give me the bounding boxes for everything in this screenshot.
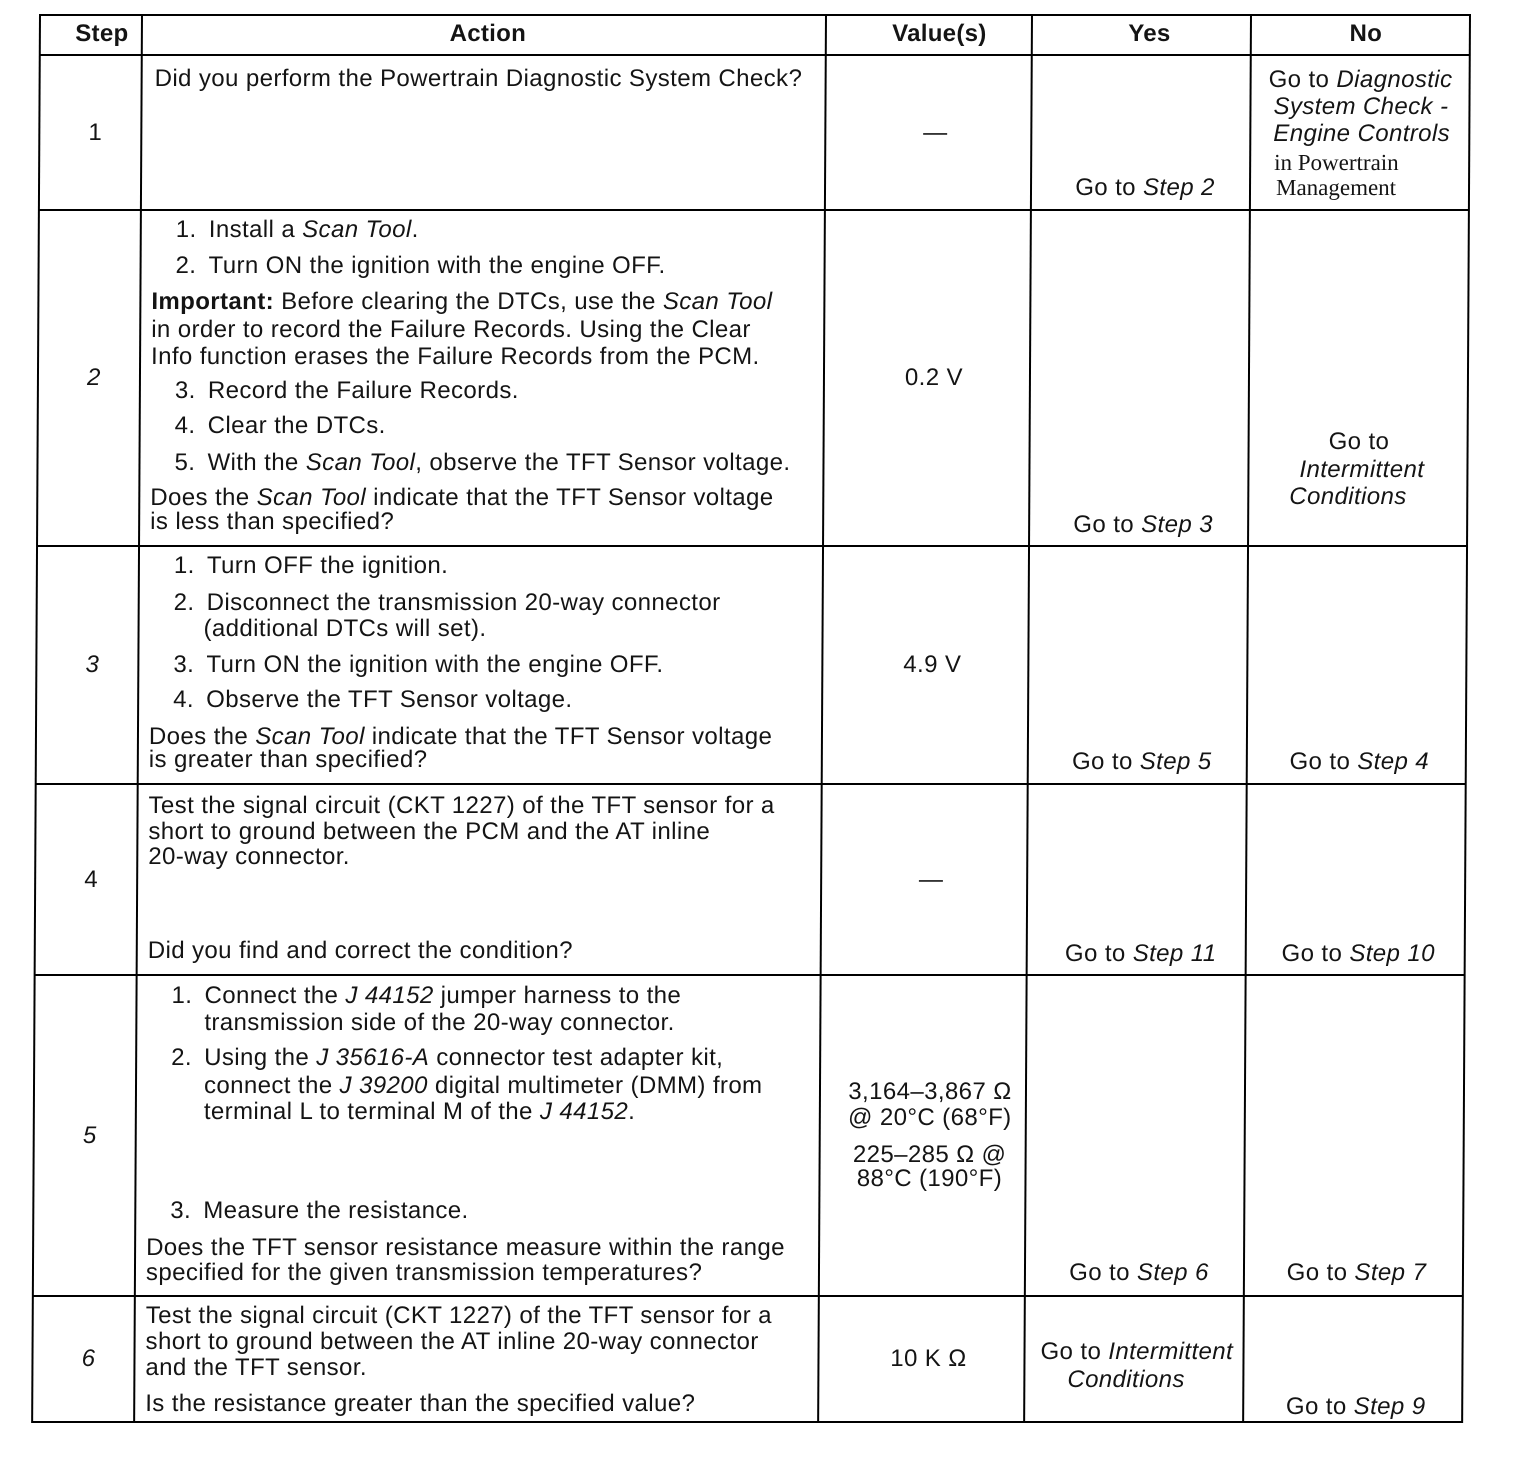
action-line: [151, 344, 760, 370]
no-cell: [1245, 976, 1464, 1295]
action-line: [173, 652, 663, 678]
go-to-text: Go to: [1285, 1393, 1354, 1420]
action-text: Clear the DTCs.: [207, 412, 386, 439]
step-item-number: 2.: [175, 252, 197, 279]
value-text: —: [923, 118, 948, 146]
action-text: indicate that the TFT Sensor voltage: [364, 723, 773, 750]
step-item-number: 2.: [173, 589, 195, 616]
target-procedure: Engine Controls: [1273, 120, 1451, 147]
value-text: 0.2 V: [904, 364, 964, 391]
target-procedure: Diagnostic: [1336, 66, 1453, 93]
header-action-label: Action: [449, 19, 527, 47]
go-to-text: Go to: [1328, 428, 1390, 455]
go-to-text: Go to: [1071, 748, 1140, 775]
step-number: 4: [84, 865, 99, 893]
value-cell: [820, 976, 1026, 1295]
action-line: [145, 1355, 367, 1381]
no-cell: [1244, 1297, 1462, 1421]
action-cell: [140, 211, 824, 545]
step-cell: [38, 211, 140, 545]
tool-name: J 44152: [539, 1098, 629, 1125]
go-to-text: Go to: [1286, 1259, 1355, 1286]
no-cell: [1248, 547, 1466, 783]
go-to-text: Go to: [1069, 1259, 1138, 1286]
value-text: 88°C (190°F): [856, 1165, 1003, 1192]
header-yes: [1033, 16, 1250, 54]
question-line: [145, 1391, 695, 1417]
tool-name: J 35616-A: [316, 1044, 430, 1071]
action-text: 20-way connector.: [148, 843, 350, 870]
yes-cell: [1028, 785, 1246, 974]
action-line: [149, 793, 775, 819]
action-text: Test the signal circuit (CKT 1227) of the TFT sensor for a: [148, 792, 775, 819]
action-text: Before clearing the DTCs, use the: [273, 288, 663, 315]
action-line: [176, 253, 666, 279]
step-item-number: 4.: [174, 412, 196, 439]
action-text: .: [411, 216, 419, 243]
action-cell: [136, 976, 820, 1295]
go-to-text: Go to: [1075, 174, 1144, 201]
step-item-number: 1.: [173, 552, 195, 579]
action-line: [146, 1329, 759, 1355]
action-text: and the TFT sensor.: [145, 1354, 368, 1381]
action-text: specified for the given transmission temperatures?: [145, 1259, 703, 1286]
target-step: Step 11: [1132, 940, 1217, 967]
header-no-label: No: [1349, 19, 1383, 47]
step-cell: [36, 785, 137, 974]
tool-name: Scan Tool: [255, 723, 365, 750]
step-item-number: 3.: [170, 1197, 192, 1224]
action-line: [174, 553, 448, 579]
step-number: 6: [81, 1345, 96, 1372]
step-item-number: 3.: [173, 651, 195, 678]
target-step: Step 2: [1142, 174, 1215, 201]
action-text: Did you perform the Powertrain Diagnostic System Check?: [154, 65, 803, 92]
manual-section-note: Management: [1275, 175, 1397, 200]
step-cell: [40, 56, 141, 209]
action-text: Did you find and correct the condition?: [147, 937, 574, 964]
action-cell: [138, 785, 821, 974]
go-to-text: Go to: [1064, 940, 1133, 967]
yes-link-text: [1028, 941, 1245, 967]
action-text: Turn OFF the ignition.: [206, 552, 449, 579]
action-text: Does the: [148, 723, 256, 750]
header-action: [143, 16, 825, 54]
action-line: [176, 217, 419, 243]
step-item-number: 2.: [171, 1044, 193, 1071]
value-cell: [819, 1297, 1024, 1421]
action-text: Info function erases the Failure Records from the PCM.: [151, 343, 760, 370]
header-no: [1252, 16, 1469, 54]
question-line: [149, 747, 428, 773]
target-step: Step 3: [1141, 511, 1214, 538]
step-cell: [37, 547, 138, 783]
action-text: is less than specified?: [150, 508, 395, 535]
target-procedure: Intermittent: [1299, 456, 1425, 483]
header-step-label: Step: [75, 19, 129, 47]
header-step: [41, 16, 141, 54]
action-line: [146, 1303, 772, 1329]
value-cell: [824, 211, 1030, 545]
action-text: Record the Failure Records.: [207, 377, 519, 404]
action-text: short to ground between the AT inline 20-way connector: [145, 1328, 759, 1355]
step-cell: [33, 1297, 134, 1421]
action-line: [174, 590, 721, 616]
yes-link-text: [1029, 749, 1246, 775]
action-text: (additional DTCs will set).: [203, 615, 487, 642]
question-line: [148, 938, 573, 964]
step-item-number: 4.: [173, 686, 195, 713]
target-step: Step 7: [1354, 1259, 1427, 1286]
question-line: [146, 1235, 785, 1261]
target-step: Step 9: [1353, 1393, 1426, 1420]
no-link-text: [1244, 1394, 1461, 1420]
action-text: jumper harness to the: [433, 982, 682, 1009]
yes-link-text: [1040, 1339, 1233, 1365]
target-step: Step 4: [1357, 748, 1430, 775]
value-text: @ 20°C (68°F): [848, 1104, 1012, 1131]
action-line: [175, 378, 519, 404]
action-text: Test the signal circuit (CKT 1227) of the TFT sensor for a: [145, 1302, 772, 1329]
tool-name: J 39200: [339, 1072, 428, 1099]
go-to-text: Go to: [1281, 940, 1350, 967]
yes-cell: [1025, 1297, 1243, 1421]
step-number: 3: [85, 651, 100, 678]
no-link-text: [1247, 941, 1464, 967]
action-text: Disconnect the transmission 20-way connector: [206, 589, 721, 616]
target-procedure: Conditions: [1289, 483, 1407, 510]
action-line: [151, 289, 772, 315]
target-step: Step 10: [1349, 940, 1435, 967]
action-text: short to ground between the PCM and the AT inline: [148, 818, 711, 845]
target-procedure: Conditions: [1067, 1366, 1185, 1393]
question-line: [150, 509, 394, 535]
step-number: 2: [87, 364, 101, 391]
value-text: 3,164–3,867 Ω: [848, 1078, 1012, 1105]
action-line: [204, 1099, 635, 1125]
target-procedure: System Check -: [1273, 93, 1449, 120]
no-cell: [1247, 785, 1465, 974]
header-values: [827, 16, 1031, 54]
step-cell: [34, 976, 136, 1295]
step-item-number: 1.: [175, 216, 197, 243]
no-link-text: [1245, 1260, 1462, 1286]
action-text: Measure the resistance.: [203, 1197, 469, 1224]
action-cell: [135, 1297, 818, 1421]
manual-section-note: in Powertrain: [1274, 150, 1399, 175]
step-item-number: 5.: [174, 449, 196, 476]
value-text: —: [918, 865, 944, 893]
yes-link-text: [1032, 175, 1249, 201]
action-text: Observe the TFT Sensor voltage.: [206, 686, 573, 713]
action-cell: [142, 56, 825, 209]
value-text: 225–285 Ω @: [852, 1141, 1007, 1168]
action-text: connector test adapter kit,: [429, 1044, 724, 1071]
step-item-number: 3.: [174, 377, 196, 404]
yes-link-text: [1030, 512, 1247, 538]
yes-cell: [1029, 547, 1247, 783]
action-line: [204, 1073, 763, 1099]
tool-name: Scan Tool: [256, 484, 367, 511]
tool-name: Scan Tool: [305, 449, 416, 476]
go-to-text: Go to: [1268, 66, 1337, 93]
action-text: digital multimeter (DMM) from: [427, 1072, 763, 1099]
action-line: [173, 687, 573, 713]
action-text: Using the: [204, 1044, 317, 1071]
go-to-text: Go to: [1040, 1338, 1109, 1365]
value-text: 4.9 V: [903, 651, 962, 678]
yes-cell: [1032, 56, 1250, 209]
important-label: Important:: [151, 288, 275, 315]
action-text: Install a: [208, 216, 303, 243]
header-yes-label: Yes: [1128, 19, 1171, 47]
yes-cell: [1030, 211, 1249, 545]
diagnostic-table: [31, 14, 1471, 1423]
step-item-number: 1.: [171, 982, 193, 1009]
action-text: .: [628, 1098, 636, 1125]
action-text: Connect the: [204, 982, 346, 1009]
target-step: Step 5: [1139, 748, 1212, 775]
action-line: [174, 450, 790, 476]
question-line: [146, 1260, 702, 1286]
action-text: Is the resistance greater than the specified value?: [145, 1390, 696, 1417]
action-text: terminal L to terminal M of the: [203, 1098, 540, 1125]
action-line: [171, 983, 681, 1009]
action-text: Does the: [150, 484, 257, 511]
tool-name: Scan Tool: [302, 216, 412, 243]
yes-link-text: [1026, 1260, 1243, 1286]
action-text: , observe the TFT Sensor voltage.: [415, 449, 791, 476]
action-text: in order to record the Failure Records. Using the Clear: [151, 316, 751, 343]
step-number: 1: [88, 118, 103, 146]
target-step: Step 6: [1136, 1259, 1209, 1286]
action-text: Does the TFT sensor resistance measure within the range: [146, 1234, 785, 1261]
value-cell: [823, 547, 1028, 783]
action-text: is greater than specified?: [148, 746, 428, 773]
yes-cell: [1026, 976, 1245, 1295]
action-line: [170, 1198, 468, 1224]
header-values-label: Value(s): [892, 19, 987, 47]
value-cell: [826, 56, 1031, 209]
step-number: 5: [82, 1121, 97, 1149]
value-cell: [822, 785, 1027, 974]
action-text: indicate that the TFT Sensor voltage: [366, 484, 774, 511]
no-cell: [1249, 211, 1468, 545]
value-text: 10 K Ω: [890, 1345, 967, 1372]
action-text: connect the: [203, 1072, 340, 1099]
go-to-text: Go to: [1073, 511, 1142, 538]
action-text: With the: [207, 449, 306, 476]
action-text: transmission side of the 20-way connector.: [204, 1009, 675, 1036]
no-link-text: [1269, 67, 1453, 93]
action-text: Turn ON the ignition with the engine OFF.: [208, 252, 666, 279]
no-link-text: [1248, 749, 1465, 775]
tool-name: J 44152: [345, 982, 434, 1009]
go-to-text: Go to: [1289, 748, 1358, 775]
no-cell: [1251, 56, 1469, 209]
tool-name: Scan Tool: [662, 288, 773, 315]
action-line: [155, 66, 803, 92]
action-cell: [139, 547, 822, 783]
action-line: [148, 819, 710, 845]
action-line: [203, 616, 486, 642]
action-line: [175, 413, 386, 439]
action-line: [171, 1045, 723, 1071]
target-procedure: Intermittent: [1108, 1338, 1234, 1365]
action-line: [151, 317, 751, 343]
action-line: [148, 844, 350, 870]
action-text: Turn ON the ignition with the engine OFF.: [206, 651, 664, 678]
action-line: [204, 1010, 675, 1036]
